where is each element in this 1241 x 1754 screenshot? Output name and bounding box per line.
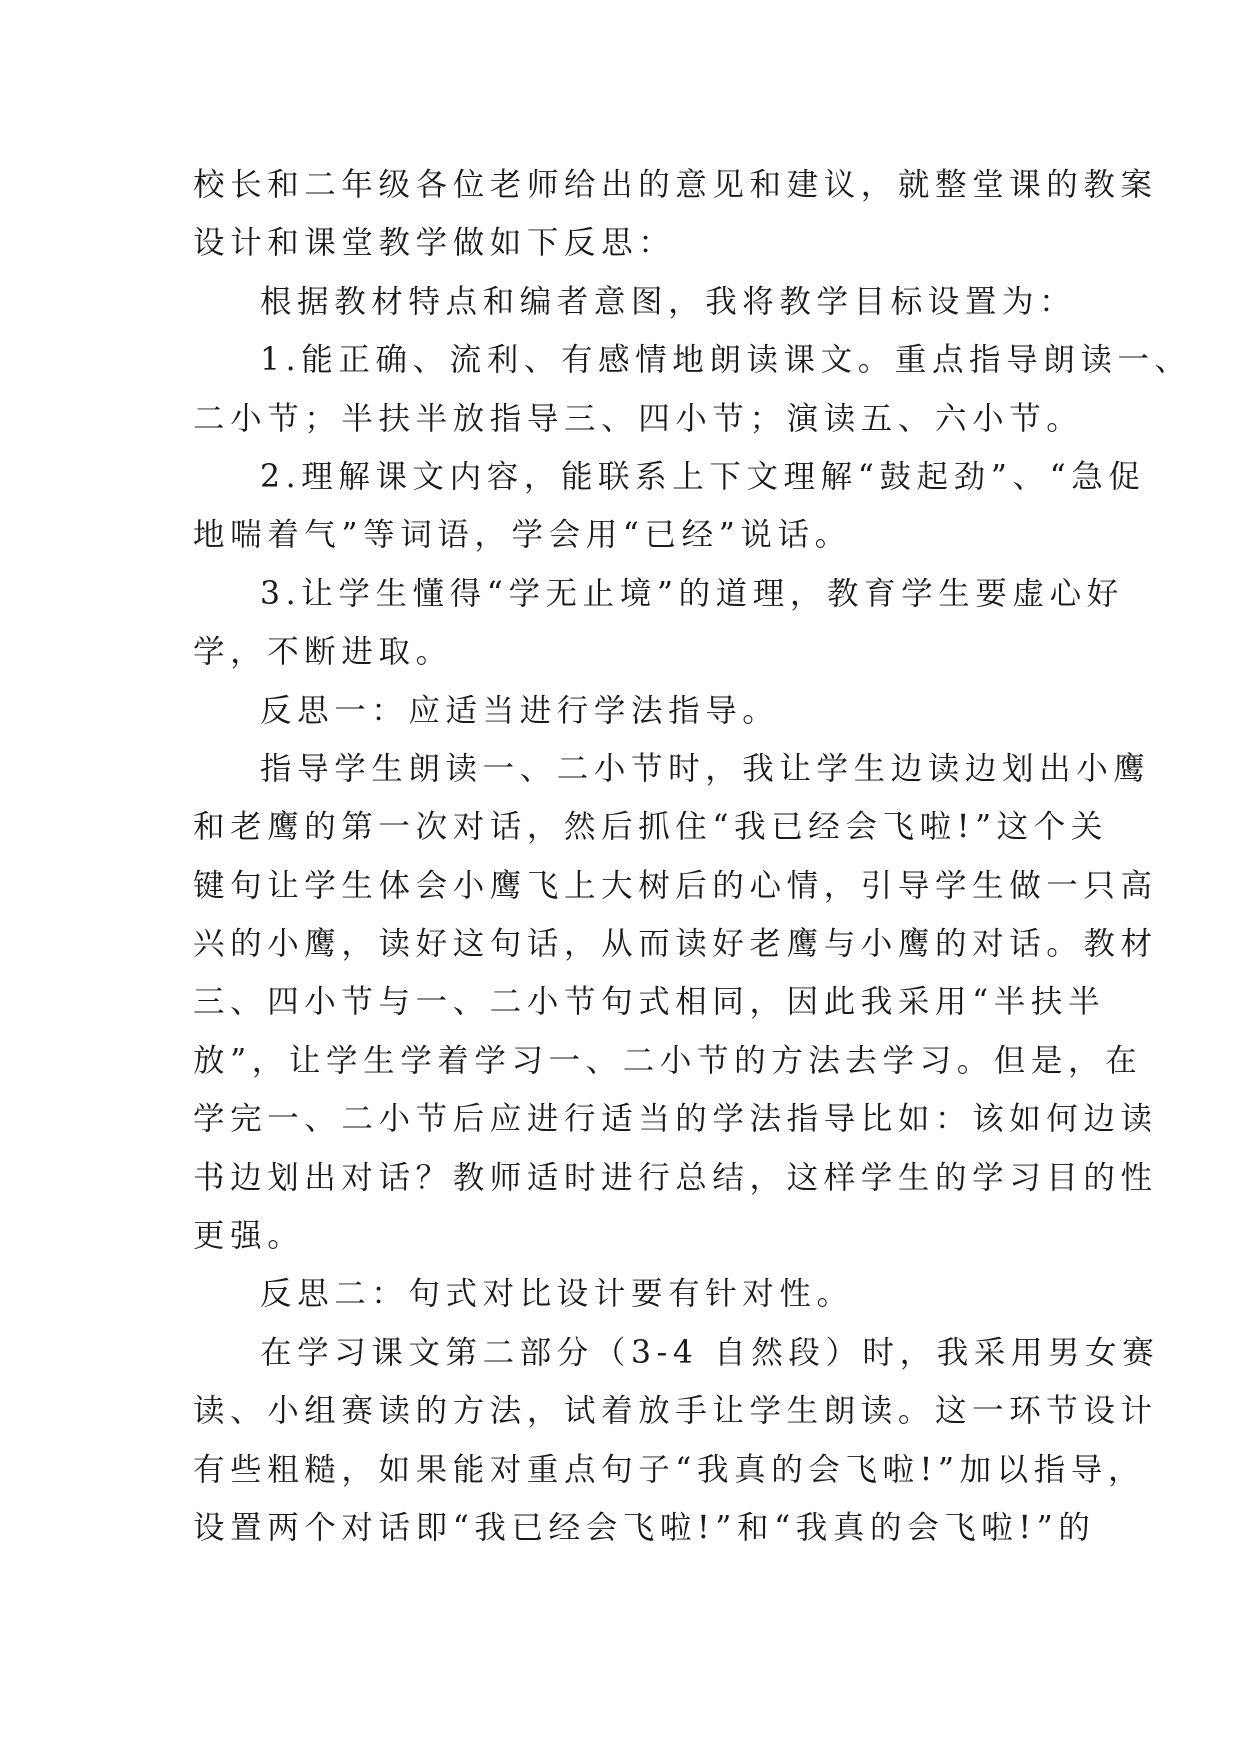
text-line: 和老鹰的第一次对话，然后抓住“我已经会飞啦!”这个关 bbox=[193, 809, 1108, 846]
text-line: 书边划出对话？教师适时进行总结，这样学生的学习目的性 bbox=[193, 1159, 1158, 1196]
text-line: 学完一、二小节后应进行适当的学法指导比如：该如何边读 bbox=[193, 1101, 1158, 1138]
text-line: 指导学生朗读一、二小节时，我让学生边读边划出小鹰 bbox=[260, 750, 1151, 787]
text-line: 有些粗糙，如果能对重点句子“我真的会飞啦!”加以指导， bbox=[193, 1451, 1146, 1488]
text-line: 二小节；半扶半放指导三、四小节；演读五、六小节。 bbox=[193, 400, 1084, 437]
text-line: 兴的小鹰，读好这句话，从而读好老鹰与小鹰的对话。教材 bbox=[193, 926, 1158, 963]
text-line: 读、小组赛读的方法，试着放手让学生朗读。这一环节设计 bbox=[193, 1393, 1158, 1430]
text-line: 在学习课文第二部分（3-4 自然段）时，我采用男女赛 bbox=[260, 1334, 1160, 1371]
text-line: 根据教材特点和编者意图，我将教学目标设置为： bbox=[260, 283, 1077, 320]
text-line: 设置两个对话即“我已经会飞啦!”和“我真的会飞啦!”的 bbox=[193, 1509, 1096, 1546]
text-line: 1.能正确、流利、有感情地朗读课文。重点指导朗读一、 bbox=[260, 342, 1192, 379]
text-line: 放”，让学生学着学习一、二小节的方法去学习。但是，在 bbox=[193, 1042, 1143, 1079]
text-line: 更强。 bbox=[193, 1218, 305, 1255]
document-page bbox=[193, 156, 1192, 1557]
text-line: 2.理解课文内容，能联系上下文理解“鼓起劲”、“急促 bbox=[260, 458, 1146, 495]
text-line: 3.让学生懂得“学无止境”的道理，教育学生要虚心好 bbox=[260, 575, 1124, 612]
text-line: 学，不断进取。 bbox=[193, 634, 453, 671]
text-line: 三、四小节与一、二小节句式相同，因此我采用“半扶半 bbox=[193, 984, 1106, 1021]
section-heading: 反思一：应适当进行学法指导。 bbox=[260, 692, 780, 729]
text-line: 键句让学生体会小鹰飞上大树后的心情，引导学生做一只高 bbox=[193, 867, 1158, 904]
text-line: 地喘着气”等词语，学会用“已经”说话。 bbox=[193, 517, 852, 554]
section-heading: 反思二：句式对比设计要有针对性。 bbox=[260, 1276, 854, 1313]
text-line: 设计和课堂教学做如下反思： bbox=[193, 225, 676, 262]
text-line: 校长和二年级各位老师给出的意见和建议，就整堂课的教案 bbox=[193, 167, 1158, 203]
